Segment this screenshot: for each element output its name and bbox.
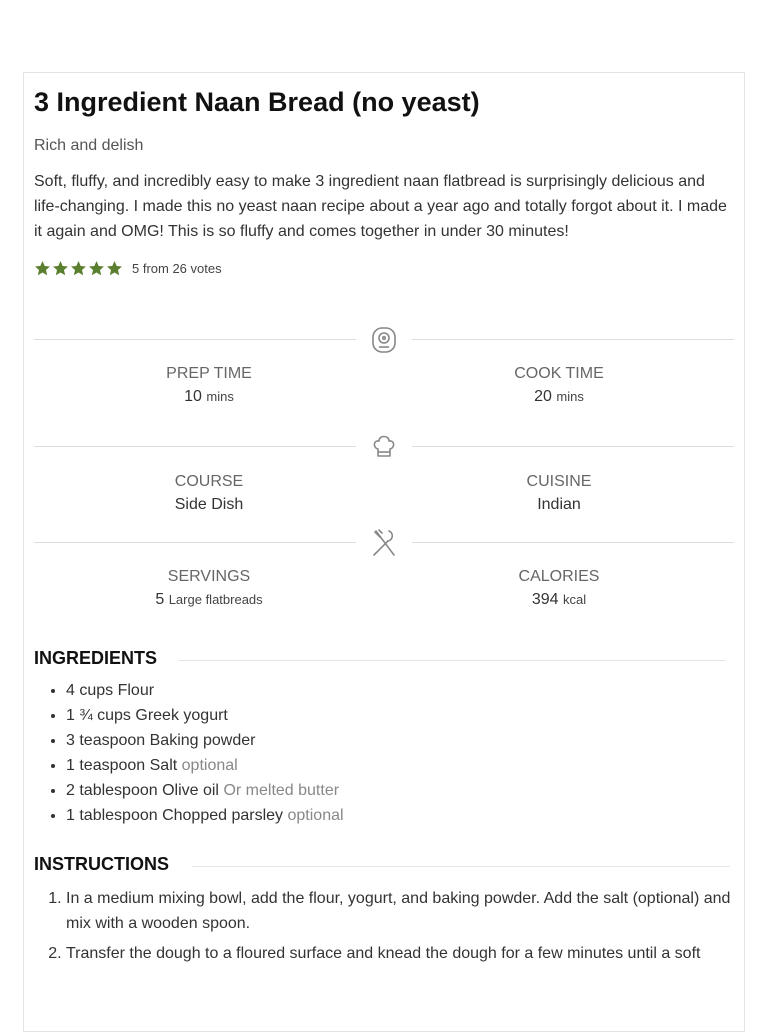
star-icon[interactable] xyxy=(88,260,105,277)
servings xyxy=(34,568,384,609)
divider-line xyxy=(34,339,356,340)
meta-divider-servings xyxy=(34,526,734,560)
divider-line xyxy=(412,339,734,340)
course-value: Side Dish xyxy=(174,496,244,513)
ingredient-item xyxy=(66,753,734,778)
cuisine-label: CUISINE xyxy=(526,473,592,490)
star-icon[interactable] xyxy=(52,260,69,277)
recipe-card xyxy=(23,72,745,1032)
calories xyxy=(384,568,734,609)
recipe-rating[interactable] xyxy=(34,257,222,279)
divider-line xyxy=(412,446,734,447)
calories-unit: kcal xyxy=(563,592,587,607)
instructions-header xyxy=(34,854,734,878)
prep-time xyxy=(34,365,384,406)
cuisine-value: Indian xyxy=(537,496,581,513)
prep-time-amount: 10 xyxy=(184,388,202,405)
instruction-step: 1. In a medium mixing bowl, add the flour, yogurt, and baking powder. Add the salt (optional) and mix with a wooden spoon. xyxy=(66,886,734,936)
servings-amount[interactable]: 5 xyxy=(155,591,165,608)
ingredient-text: 4 cups Flour xyxy=(66,682,155,699)
star-icon[interactable] xyxy=(70,260,87,277)
instructions-heading: INSTRUCTIONS xyxy=(34,854,169,874)
ingredient-text: 1 ¾ cups Greek yogurt xyxy=(66,707,228,724)
course-label: COURSE xyxy=(174,473,244,490)
section-rule xyxy=(192,866,730,867)
servings-value xyxy=(34,591,384,609)
rating-summary: 5 from 26 votes xyxy=(132,260,222,276)
ingredients-heading: INGREDIENTS xyxy=(34,648,158,668)
cook-time-amount: 20 xyxy=(534,388,552,405)
calories-value xyxy=(384,591,734,609)
cutlery-icon xyxy=(371,528,397,558)
divider-line xyxy=(34,446,356,447)
ingredient-text: 2 tablespoon Olive oil xyxy=(66,782,219,799)
calories-label: CALORIES xyxy=(518,568,600,585)
star-icon[interactable] xyxy=(106,260,123,277)
star-icon[interactable] xyxy=(34,260,51,277)
ingredients-header xyxy=(34,648,734,672)
ingredient-note: optional xyxy=(287,807,344,824)
instructions-list xyxy=(34,886,734,971)
instruction-step: 2. Transfer the dough to a floured surface and knead the dough for a few minutes until a soft xyxy=(66,941,734,966)
ingredient-item xyxy=(66,778,734,803)
recipe-summary: Soft, fluffy, and incredibly easy to make 3 ingredient naan flatbread is surprisingly delicious and life-changing. I made this no yeast naan recipe about a year ago and totally forgot about it. I made it again and OMG! This is so fluffy and comes together in under 30 minutes! xyxy=(34,173,727,240)
prep-time-value xyxy=(34,388,384,406)
ingredient-item xyxy=(66,703,734,728)
cook-time-unit: mins xyxy=(556,389,584,404)
ingredient-item xyxy=(66,803,734,828)
divider-line xyxy=(412,542,734,543)
recipe-title: 3 Ingredient Naan Bread (no yeast) xyxy=(34,87,480,117)
prep-time-label: PREP TIME xyxy=(166,365,252,382)
chef-hat-icon xyxy=(371,432,397,462)
course xyxy=(34,473,384,514)
servings-label: SERVINGS xyxy=(167,568,251,585)
meta-divider-time xyxy=(34,323,734,357)
cook-time-value xyxy=(384,388,734,406)
meta-divider-course xyxy=(34,430,734,464)
rating-stars[interactable] xyxy=(34,260,123,277)
ingredients-list xyxy=(34,678,734,828)
recipe-subtitle: Rich and delish xyxy=(34,137,144,154)
ingredient-note: Or melted butter xyxy=(223,782,340,799)
section-rule xyxy=(178,660,726,661)
ingredient-text: 1 tablespoon Chopped parsley xyxy=(66,807,284,824)
prep-time-unit: mins xyxy=(206,389,234,404)
cuisine xyxy=(384,473,734,514)
ingredient-text: 3 teaspoon Baking powder xyxy=(66,732,256,749)
cook-time-label: COOK TIME xyxy=(514,365,604,382)
cook-time xyxy=(384,365,734,406)
servings-unit: Large flatbreads xyxy=(168,592,263,607)
ingredient-note: optional xyxy=(181,757,238,774)
ingredient-item xyxy=(66,728,734,753)
timer-icon xyxy=(371,325,397,355)
divider-line xyxy=(34,542,356,543)
calories-amount: 394 xyxy=(531,591,559,608)
ingredient-text: 1 teaspoon Salt xyxy=(66,757,178,774)
ingredient-item xyxy=(66,678,734,703)
